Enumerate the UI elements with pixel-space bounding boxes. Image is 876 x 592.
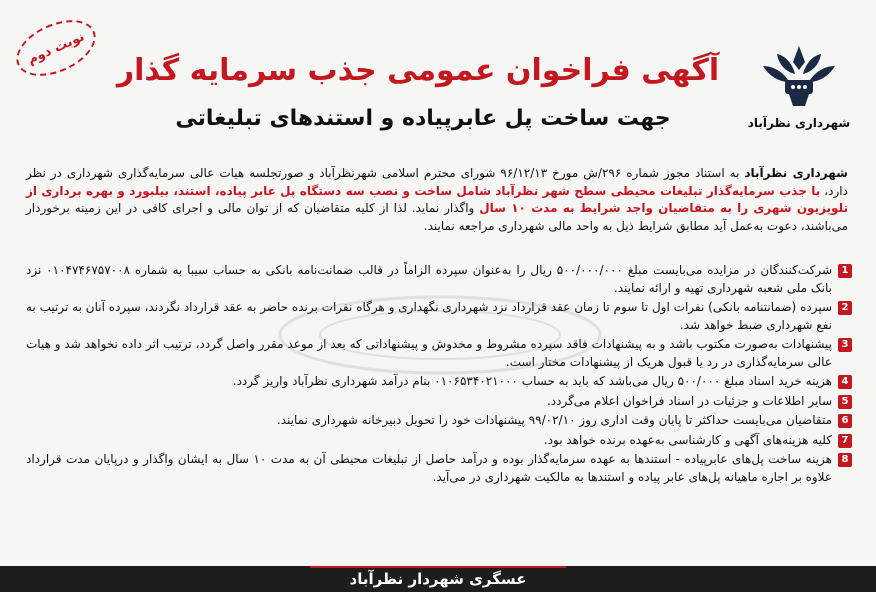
page-title: آگهی فراخوان عمومی جذب سرمایه گذار xyxy=(116,53,720,88)
item-text: هزینه ساخت پل‌های عابرپیاده - استندها به عهده سرمایه‌گذار بوده و درآمد حاصل از تبلیغات محیطی آن به مدت ۱۰ سال به ایشان واگذار و درپایان مدت قرارداد علاوه بر اجاره ماهیانه پل‌های عابر پیاده و استندها به مالکیت شهرداری در می‌آید. xyxy=(26,452,832,484)
item-text: سایر اطلاعات و جزئیات در اسناد فراخوان اعلام می‌گردد. xyxy=(546,393,832,408)
intro-highlight: با جذب سرمایه‌گذار تبلیغات محیطی سطح شهر نظرآباد شامل ساخت و نصب سه دستگاه پل عابر پیاده، استند، بیلبورد و بهره برداری از تلویزیون شهری را به متقاضیان واجد شرایط به مدت ۱۰ سال xyxy=(26,183,848,215)
conditions-list xyxy=(26,262,852,488)
item-number: 5 xyxy=(838,395,852,409)
list-item xyxy=(26,262,852,297)
item-text: متقاضیان می‌بایست حداکثر تا پایان وقت اداری روز ۹۹/۰۲/۱۰ پیشنهادات خود را تحویل دبیرخانه شهرداری نمایند. xyxy=(276,413,832,427)
list-item xyxy=(26,373,852,391)
edition-badge xyxy=(8,9,104,87)
item-number: 7 xyxy=(838,434,852,448)
item-text: هزینه خرید اسناد مبلغ ۵۰۰/۰۰۰ ریال می‌باشد که باید به حساب ۰۱۰۶۵۳۴۰۲۱۰۰۰ بنام درآمد شهرداری نظرآباد واریز گردد. xyxy=(232,374,832,388)
page-subtitle: جهت ساخت پل عابرپیاده و استندهای تبلیغاتی xyxy=(175,106,671,131)
list-item xyxy=(26,451,852,486)
item-text: کلیه هزینه‌های آگهی و کارشناسی به‌عهده برنده خواهد بود. xyxy=(543,432,832,447)
intro-org: شهرداری نظرآباد xyxy=(744,166,848,180)
municipality-logo xyxy=(744,40,854,130)
item-number: 3 xyxy=(838,338,852,352)
logo-caption: شهرداری نظرآباد xyxy=(747,116,851,130)
item-number: 2 xyxy=(838,301,852,315)
list-item xyxy=(26,393,852,411)
signature-footer xyxy=(0,566,876,592)
item-number: 4 xyxy=(838,375,852,389)
item-number: 8 xyxy=(838,453,852,467)
list-item xyxy=(26,299,852,334)
signature-text: عسگری شهردار نظرآباد xyxy=(310,566,567,590)
item-text: پیشنهادات به‌صورت مکتوب باشد و به پیشنهادات فاقد سپرده مشروط و مخدوش و پیشنهاداتی که بعد از موعد مقرر واصل گردد، ترتیب اثر داده نخواهد شد و هیات عالی سرمایه‌گذاری در رد یا قبول هریک از پیشنهادات مختار است. xyxy=(26,337,832,369)
list-item xyxy=(26,432,852,450)
edition-badge-text: نوبت دوم xyxy=(25,28,87,68)
intro-paragraph xyxy=(26,165,848,235)
emblem-icon xyxy=(759,40,839,112)
item-text: شرکت‌کنندگان در مزایده می‌بایست مبلغ ۵۰۰/۰۰۰/۰۰۰ ریال را به‌عنوان سپرده الزاماً در قالب ضمانت‌نامه بانکی به حساب سیبا به شماره ۰۱۰۴۷۴۶۷۵۷۰۰۸ نزد بانک ملی شعبه شهرداری تهیه و ارائه نمایند. xyxy=(26,263,833,295)
list-item xyxy=(26,412,852,430)
intro-text-1: به استناد مجوز شماره ۲۹۶/ش مورخ ۹۶/۱۲/۱۳ شورای محترم اسلامی شهرنظرآباد و صورتجلسه هیات عالی سرمایه‌گذاری شهرداری در نظر دارد، xyxy=(26,166,848,198)
item-text: سپرده (ضمانتنامه بانکی) نفرات اول تا سوم تا زمان عقد قرارداد نزد شهرداری نگهداری و هرگاه نفرات برنده حاضر به عقد قرارداد نگردند، سپرده آنان به ترتیب به نفع شهرداری ضبط خواهد شد. xyxy=(26,300,832,332)
intro-text-2: واگذار نماید. لذا از کلیه متقاضیان که از توان مالی و اجرای کافی در این زمینه برخوردار می‌باشند، دعوت به‌عمل آید مطابق شرایط ذیل به واحد مالی شهرداری مراجعه نمایند. xyxy=(26,201,848,233)
item-number: 1 xyxy=(838,264,852,278)
list-item xyxy=(26,336,852,371)
item-number: 6 xyxy=(838,414,852,428)
